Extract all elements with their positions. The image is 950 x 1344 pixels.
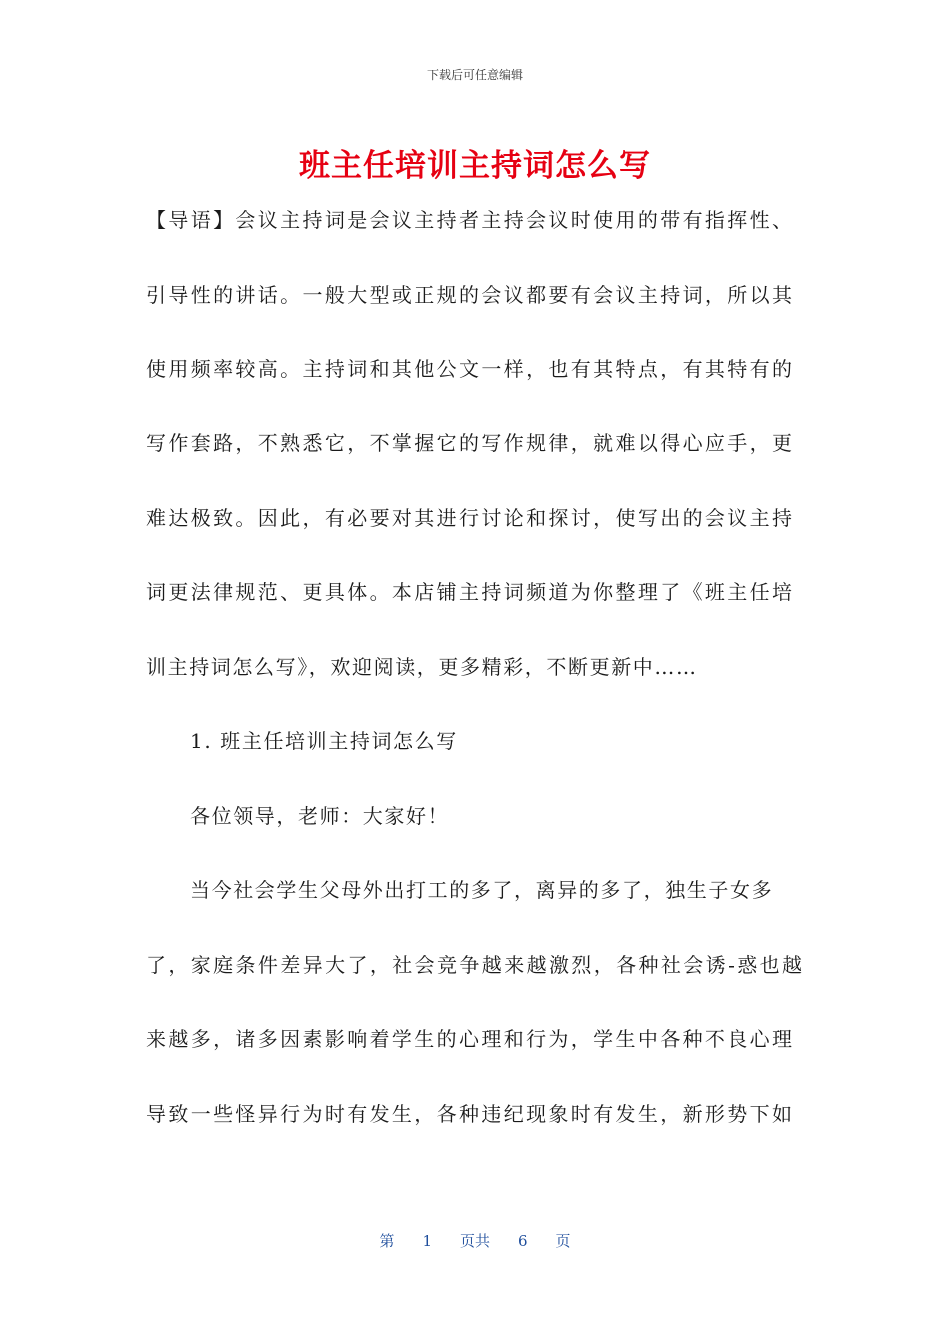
footer-label-page: 第 bbox=[379, 1232, 395, 1250]
paragraph-line: 使用频率较高。主持词和其他公文一样，也有其特点，有其特有的 bbox=[146, 357, 792, 381]
footer-label-end: 页 bbox=[555, 1232, 571, 1250]
paragraph-line: 引导性的讲话。一般大型或正规的会议都要有会议主持词，所以其 bbox=[146, 283, 792, 307]
header-note: 下载后可任意编辑 bbox=[426, 68, 523, 82]
footer-total-pages: 6 bbox=[518, 1232, 528, 1250]
paragraph-line: 【导语】会议主持词是会议主持者主持会议时使用的带有指挥性、 bbox=[146, 208, 792, 232]
footer-page-number: 1 bbox=[422, 1232, 432, 1250]
section-heading: 1. 班主任培训主持词怎么写 bbox=[190, 729, 458, 753]
document-title: 班主任培训主持词怎么写 bbox=[299, 148, 651, 184]
paragraph-line: 来越多，诸多因素影响着学生的心理和行为，学生中各种不良心理 bbox=[146, 1027, 792, 1051]
paragraph-line: 词更法律规范、更具体。本店铺主持词频道为你整理了《班主任培 bbox=[146, 580, 792, 604]
paragraph-line: 当今社会学生父母外出打工的多了，离异的多了，独生子女多 bbox=[190, 878, 774, 902]
greeting-line: 各位领导，老师：大家好！ bbox=[190, 804, 450, 828]
paragraph-line: 难达极致。因此，有必要对其进行讨论和探讨，使写出的会议主持 bbox=[146, 506, 792, 530]
paragraph-line: 了，家庭条件差异大了，社会竞争越来越激烈，各种社会诱-惑也越 bbox=[146, 953, 802, 977]
footer-label-total: 页共 bbox=[459, 1232, 490, 1250]
paragraph-line: 写作套路，不熟悉它，不掌握它的写作规律，就难以得心应手，更 bbox=[146, 431, 792, 455]
page-footer bbox=[0, 1230, 950, 1251]
paragraph-line: 训主持词怎么写》，欢迎阅读，更多精彩，不断更新中…… bbox=[146, 655, 698, 679]
paragraph-line: 导致一些怪异行为时有发生，各种违纪现象时有发生，新形势下如 bbox=[146, 1102, 792, 1126]
